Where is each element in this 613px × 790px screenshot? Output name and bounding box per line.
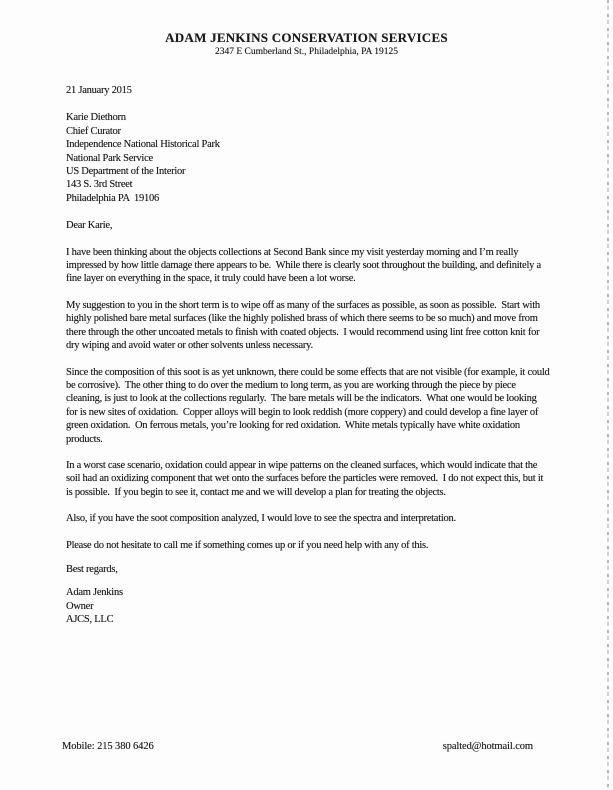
footer-email: spalted@hotmail.com (442, 741, 533, 752)
recipient-agency: National Park Service (66, 152, 153, 164)
recipient-name: Karie Diethorn (66, 112, 126, 124)
recipient-org: Independence National Historical Park (66, 139, 220, 151)
signature-block (66, 586, 550, 626)
body-paragraph: Since the composition of this soot is as yet unknown, there could be some effects that are not visible (for example, it could be corrosive). The other thing to do over the medium to long term, as you are working through the piece by piece cleaning, is just to look at the collections regularly. The bare metals will be the indicators. What one would be looking for is new sites of oxidation. Copper alloys will begin to look reddish (more coppery) and could develop a fine layer of green oxidation. On ferrous metals, you’re looking for red oxidation. White metals typically have white oxidation products. (66, 366, 552, 445)
footer-mobile-number: Mobile: 215 380 6426 (62, 741, 154, 752)
body-paragraph: Also, if you have the soot composition analyzed, I would love to see the spectra and interpretation. (66, 513, 456, 525)
letterhead-company-name: ADAM JENKINS CONSERVATION SERVICES (165, 30, 448, 45)
signature-title: Owner (66, 600, 94, 612)
body-paragraph: My suggestion to you in the short term is to wipe off as many of the surfaces as possible, as soon as possible. Start with highly polished bare metal surfaces (like the highly polished brass of which there seems to be so much) and move from there through the other uncoated metals to finish with coated objects. I would recommend using lint free cotton knit for dry wiping and avoid water or other solvents unless necessary. (66, 299, 543, 352)
letter-footer (62, 741, 533, 752)
scan-artifact-right-edge (607, 0, 609, 790)
closing-line: Best regards, (66, 563, 118, 575)
recipient-title: Chief Curator (66, 125, 121, 137)
letter-body (66, 84, 550, 627)
recipient-address-block (66, 111, 550, 205)
letterhead (0, 0, 613, 58)
signature-name: Adam Jenkins (66, 587, 123, 599)
body-paragraph: Please do not hesitate to call me if something comes up or if you need help with any of this. (66, 539, 429, 551)
signature-company: AJCS, LLC (66, 614, 114, 626)
salutation: Dear Karie, (66, 220, 113, 232)
body-paragraph: In a worst case scenario, oxidation could appear in wipe patterns on the cleaned surfaces, which would indicate that the soil had an oxidizing component that wet onto the surfaces before the particles were removed. I do not expect this, but it is possible. If you begin to see it, contact me and we will develop a plan for treating the objects. (66, 459, 546, 498)
recipient-department: US Department of the Interior (66, 166, 186, 178)
recipient-street: 143 S. 3rd Street (66, 179, 133, 191)
recipient-city: Philadelphia PA 19106 (66, 192, 159, 204)
letterhead-company-address: 2347 E Cumberland St., Philadelphia, PA 19125 (214, 47, 399, 57)
letter-date: 21 January 2015 (66, 85, 132, 96)
body-paragraph: I have been thinking about the objects collections at Second Bank since my visit yesterday morning and I’m really impressed by how little damage there appears to be. While there is clearly soot throughout the building, and definitely a fine layer on everything in the space, it truly could have been a lot worse. (66, 246, 544, 285)
